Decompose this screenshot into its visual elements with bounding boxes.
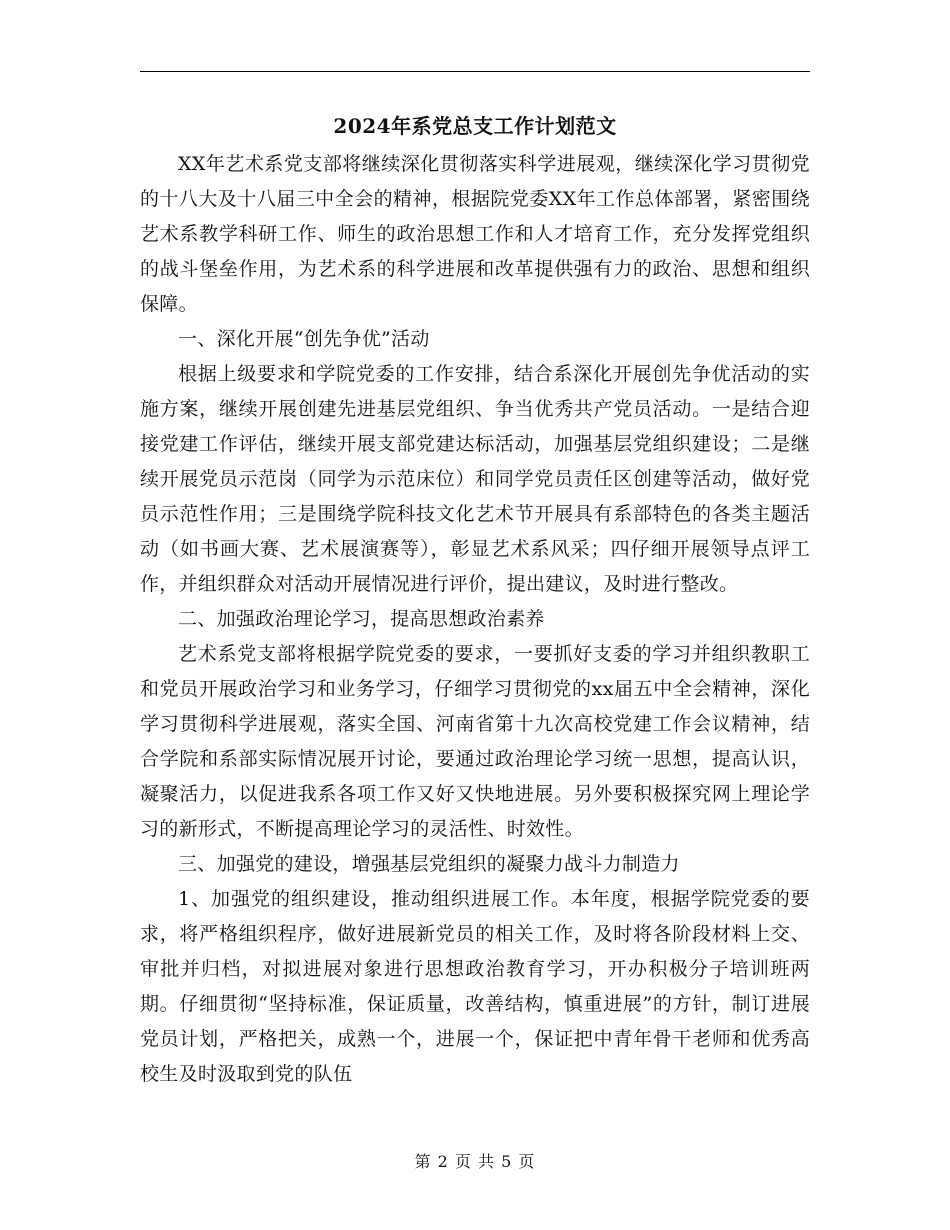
section-heading-3: 三、加强党的建设，增强基层党组织的凝聚力战斗力制造力 bbox=[178, 853, 680, 875]
paragraph-section-1: 根据上级要求和学院党委的工作安排，结合系深化开展创先争优活动的实施方案，继续开展创建先进基层党组织、争当优秀共产党员活动。一是结合迎接党建工作评估，继续开展支部党建达标活动，加强基层党组织建设；二是继续开展党员示范岗（同学为示范床位）和同学党员责任区创建等活动，做好党员示范性作用；三是围绕学院科技文化艺术节开展具有系部特色的各类主题活动（如书画大赛、艺术展演赛等），彰显艺术系风采；四仔细开展领导点评工作，并组织群众对活动开展情况进行评价，提出建议，及时进行整改。 bbox=[140, 363, 810, 595]
paragraph-section-2: 艺术系党支部将根据学院党委的要求，一要抓好支委的学习并组织教职工和党员开展政治学习和业务学习，仔细学习贯彻党的xx届五中全会精神，深化学习贯彻科学进展观，落实全国、河南省第十九次高校党建工作会议精神，结合学院和系部实际情况展开讨论，要通过政治理论学习统一思想，提高认识，凝聚活力，以促进我系各项工作又好又快地进展。另外要积极探究网上理论学习的新形式，不断提高理论学习的灵活性、时效性。 bbox=[140, 643, 810, 840]
document-title: 2024年系党总支工作计划范文 bbox=[333, 114, 617, 138]
section-heading-1: 一、深化开展“创先争优”活动 bbox=[178, 328, 430, 350]
paragraph-intro: XX年艺术系党支部将继续深化贯彻落实科学进展观，继续深化学习贯彻党的十八大及十八届三中全会的精神，根据院党委XX年工作总体部署，紧密围绕艺术系教学科研工作、师生的政治思想工作和人才培育工作，充分发挥党组织的战斗堡垒作用，为艺术系的科学进展和改革提供强有力的政治、思想和组织保障。 bbox=[140, 153, 810, 315]
page-number-footer: 第 2 页 共 5 页 bbox=[414, 1152, 536, 1171]
paragraph-section-3-item-1: 1、加强党的组织建设，推动组织进展工作。本年度，根据学院党委的要求，将严格组织程序，做好进展新党员的相关工作，及时将各阶段材料上交、审批并归档，对拟进展对象进行思想政治教育学习，开办积极分子培训班两期。仔细贯彻“坚持标准，保证质量，改善结构，慎重进展”的方针，制订进展党员计划，严格把关，成熟一个，进展一个，保证把中青年骨干老师和优秀高校生及时汲取到党的队伍 bbox=[140, 888, 810, 1085]
header-rule bbox=[140, 71, 810, 72]
document-body bbox=[140, 147, 810, 1092]
section-heading-2: 二、加强政治理论学习，提高思想政治素养 bbox=[178, 608, 545, 630]
